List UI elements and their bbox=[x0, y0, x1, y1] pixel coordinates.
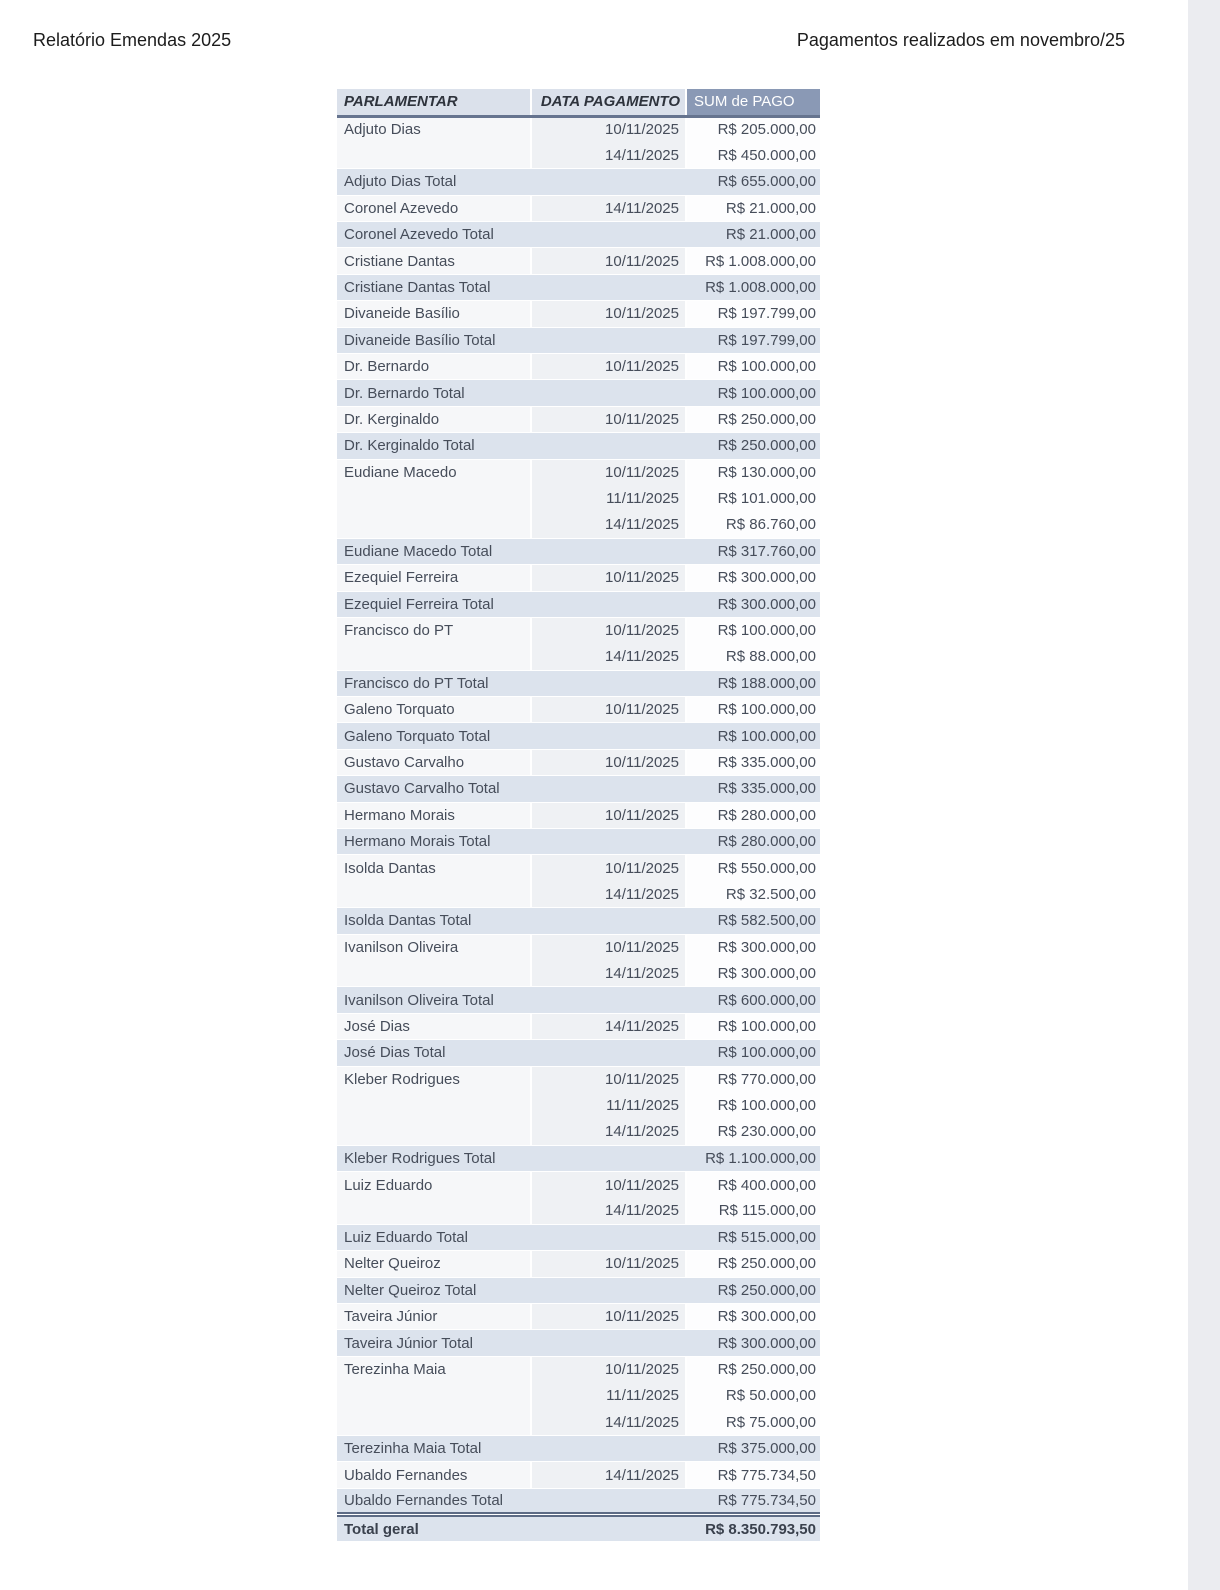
payment-date-cell: 10/11/2025 bbox=[531, 1304, 686, 1330]
payment-amount-cell: R$ 130.000,00 bbox=[686, 459, 820, 485]
group-total-label-cell: Isolda Dantas Total bbox=[337, 908, 531, 934]
payment-date-cell: 14/11/2025 bbox=[531, 142, 686, 168]
parlamentar-cell: Kleber Rodrigues bbox=[337, 1066, 531, 1092]
parlamentar-cell bbox=[337, 1198, 531, 1224]
group-total-amount-cell: R$ 197.799,00 bbox=[686, 327, 820, 353]
payment-date-cell: 10/11/2025 bbox=[531, 1172, 686, 1198]
payment-row bbox=[337, 485, 820, 511]
payment-row bbox=[337, 881, 820, 907]
group-total-row bbox=[337, 1040, 820, 1066]
payment-amount-cell: R$ 75.000,00 bbox=[686, 1409, 820, 1435]
group-total-amount-cell: R$ 515.000,00 bbox=[686, 1224, 820, 1250]
group-total-spacer-cell bbox=[531, 1488, 686, 1514]
payment-amount-cell: R$ 300.000,00 bbox=[686, 934, 820, 960]
parlamentar-cell bbox=[337, 1409, 531, 1435]
payment-date-cell: 14/11/2025 bbox=[531, 1462, 686, 1488]
payment-row bbox=[337, 1172, 820, 1198]
payment-amount-cell: R$ 250.000,00 bbox=[686, 1251, 820, 1277]
payment-amount-cell: R$ 1.008.000,00 bbox=[686, 248, 820, 274]
group-total-label-cell: Ubaldo Fernandes Total bbox=[337, 1488, 531, 1514]
group-total-row bbox=[337, 987, 820, 1013]
payment-amount-cell: R$ 280.000,00 bbox=[686, 802, 820, 828]
group-total-row bbox=[337, 591, 820, 617]
group-total-label-cell: Coronel Azevedo Total bbox=[337, 222, 531, 248]
payment-date-cell: 10/11/2025 bbox=[531, 934, 686, 960]
group-total-spacer-cell bbox=[531, 1040, 686, 1066]
group-total-label-cell: Dr. Bernardo Total bbox=[337, 380, 531, 406]
parlamentar-cell: Gustavo Carvalho bbox=[337, 749, 531, 775]
group-total-label-cell: Ezequiel Ferreira Total bbox=[337, 591, 531, 617]
payment-row bbox=[337, 934, 820, 960]
report-title: Relatório Emendas 2025 bbox=[33, 30, 232, 50]
payment-date-cell: 10/11/2025 bbox=[531, 1251, 686, 1277]
pivot-table bbox=[337, 89, 820, 1541]
payment-amount-cell: R$ 50.000,00 bbox=[686, 1383, 820, 1409]
group-total-row bbox=[337, 222, 820, 248]
payment-date-cell: 10/11/2025 bbox=[531, 617, 686, 643]
group-total-row bbox=[337, 1224, 820, 1250]
parlamentar-cell bbox=[337, 485, 531, 511]
parlamentar-cell: Luiz Eduardo bbox=[337, 1172, 531, 1198]
group-total-amount-cell: R$ 100.000,00 bbox=[686, 723, 820, 749]
group-total-spacer-cell bbox=[531, 591, 686, 617]
group-total-spacer-cell bbox=[531, 380, 686, 406]
payment-date-cell: 10/11/2025 bbox=[531, 301, 686, 327]
payment-amount-cell: R$ 101.000,00 bbox=[686, 485, 820, 511]
payment-date-cell: 10/11/2025 bbox=[531, 354, 686, 380]
group-total-label-cell: Galeno Torquato Total bbox=[337, 723, 531, 749]
payment-row bbox=[337, 406, 820, 432]
payment-date-cell: 11/11/2025 bbox=[531, 1383, 686, 1409]
payment-date-cell: 10/11/2025 bbox=[531, 697, 686, 723]
payment-date-cell: 14/11/2025 bbox=[531, 961, 686, 987]
parlamentar-cell: Dr. Bernardo bbox=[337, 354, 531, 380]
parlamentar-cell bbox=[337, 512, 531, 538]
group-total-row bbox=[337, 1488, 820, 1514]
payment-row bbox=[337, 617, 820, 643]
payment-row bbox=[337, 749, 820, 775]
payment-date-cell: 14/11/2025 bbox=[531, 1198, 686, 1224]
parlamentar-cell: Ivanilson Oliveira bbox=[337, 934, 531, 960]
payment-row bbox=[337, 697, 820, 723]
group-total-amount-cell: R$ 1.100.000,00 bbox=[686, 1145, 820, 1171]
payment-row bbox=[337, 116, 820, 142]
payment-amount-cell: R$ 550.000,00 bbox=[686, 855, 820, 881]
group-total-spacer-cell bbox=[531, 987, 686, 1013]
group-total-row bbox=[337, 380, 820, 406]
payment-row bbox=[337, 248, 820, 274]
payment-date-cell: 10/11/2025 bbox=[531, 1066, 686, 1092]
column-header-parlamentar: PARLAMENTAR bbox=[337, 89, 531, 116]
payment-amount-cell: R$ 32.500,00 bbox=[686, 881, 820, 907]
payment-date-cell: 14/11/2025 bbox=[531, 644, 686, 670]
payment-row bbox=[337, 459, 820, 485]
group-total-amount-cell: R$ 1.008.000,00 bbox=[686, 274, 820, 300]
payment-row bbox=[337, 512, 820, 538]
payment-amount-cell: R$ 115.000,00 bbox=[686, 1198, 820, 1224]
payment-amount-cell: R$ 775.734,50 bbox=[686, 1462, 820, 1488]
group-total-amount-cell: R$ 250.000,00 bbox=[686, 1277, 820, 1303]
grand-total-row bbox=[337, 1515, 820, 1541]
group-total-label-cell: Terezinha Maia Total bbox=[337, 1436, 531, 1462]
payment-row bbox=[337, 1119, 820, 1145]
payment-amount-cell: R$ 770.000,00 bbox=[686, 1066, 820, 1092]
group-total-spacer-cell bbox=[531, 1145, 686, 1171]
payment-amount-cell: R$ 300.000,00 bbox=[686, 961, 820, 987]
payment-amount-cell: R$ 450.000,00 bbox=[686, 142, 820, 168]
payment-date-cell: 11/11/2025 bbox=[531, 485, 686, 511]
payment-amount-cell: R$ 100.000,00 bbox=[686, 1013, 820, 1039]
group-total-label-cell: Nelter Queiroz Total bbox=[337, 1277, 531, 1303]
group-total-amount-cell: R$ 600.000,00 bbox=[686, 987, 820, 1013]
group-total-row bbox=[337, 908, 820, 934]
right-gutter bbox=[1188, 0, 1220, 1590]
parlamentar-cell bbox=[337, 881, 531, 907]
parlamentar-cell: Adjuto Dias bbox=[337, 116, 531, 142]
group-total-amount-cell: R$ 582.500,00 bbox=[686, 908, 820, 934]
payment-amount-cell: R$ 230.000,00 bbox=[686, 1119, 820, 1145]
payment-date-cell: 10/11/2025 bbox=[531, 406, 686, 432]
parlamentar-cell bbox=[337, 1092, 531, 1118]
payment-amount-cell: R$ 250.000,00 bbox=[686, 406, 820, 432]
payment-date-cell: 10/11/2025 bbox=[531, 1356, 686, 1382]
group-total-spacer-cell bbox=[531, 1277, 686, 1303]
parlamentar-cell bbox=[337, 142, 531, 168]
payment-amount-cell: R$ 100.000,00 bbox=[686, 617, 820, 643]
group-total-amount-cell: R$ 250.000,00 bbox=[686, 433, 820, 459]
payment-date-cell: 11/11/2025 bbox=[531, 1092, 686, 1118]
payment-date-cell: 14/11/2025 bbox=[531, 512, 686, 538]
payment-date-cell: 14/11/2025 bbox=[531, 881, 686, 907]
parlamentar-cell: Eudiane Macedo bbox=[337, 459, 531, 485]
group-total-spacer-cell bbox=[531, 1436, 686, 1462]
group-total-row bbox=[337, 829, 820, 855]
payment-date-cell: 14/11/2025 bbox=[531, 1013, 686, 1039]
payment-date-cell: 10/11/2025 bbox=[531, 802, 686, 828]
grand-total-spacer-cell bbox=[531, 1515, 686, 1541]
payment-amount-cell: R$ 205.000,00 bbox=[686, 116, 820, 142]
group-total-spacer-cell bbox=[531, 433, 686, 459]
report-subtitle: Pagamentos realizados em novembro/25 bbox=[796, 30, 1125, 50]
parlamentar-cell: Divaneide Basílio bbox=[337, 301, 531, 327]
group-total-amount-cell: R$ 300.000,00 bbox=[686, 1330, 820, 1356]
payment-row bbox=[337, 565, 820, 591]
parlamentar-cell: Cristiane Dantas bbox=[337, 248, 531, 274]
group-total-amount-cell: R$ 188.000,00 bbox=[686, 670, 820, 696]
parlamentar-cell: Dr. Kerginaldo bbox=[337, 406, 531, 432]
group-total-label-cell: Taveira Júnior Total bbox=[337, 1330, 531, 1356]
group-total-amount-cell: R$ 280.000,00 bbox=[686, 829, 820, 855]
payment-row bbox=[337, 1198, 820, 1224]
payment-row bbox=[337, 1251, 820, 1277]
group-total-label-cell: José Dias Total bbox=[337, 1040, 531, 1066]
group-total-row bbox=[337, 1330, 820, 1356]
group-total-amount-cell: R$ 317.760,00 bbox=[686, 538, 820, 564]
payment-amount-cell: R$ 400.000,00 bbox=[686, 1172, 820, 1198]
group-total-row bbox=[337, 169, 820, 195]
group-total-spacer-cell bbox=[531, 1330, 686, 1356]
group-total-row bbox=[337, 433, 820, 459]
group-total-spacer-cell bbox=[531, 776, 686, 802]
parlamentar-cell: Ubaldo Fernandes bbox=[337, 1462, 531, 1488]
column-header-sum-de-pago: SUM de PAGO bbox=[686, 89, 820, 116]
group-total-row bbox=[337, 327, 820, 353]
payment-amount-cell: R$ 100.000,00 bbox=[686, 354, 820, 380]
payment-date-cell: 14/11/2025 bbox=[531, 195, 686, 221]
group-total-row bbox=[337, 1436, 820, 1462]
group-total-label-cell: Luiz Eduardo Total bbox=[337, 1224, 531, 1250]
group-total-spacer-cell bbox=[531, 222, 686, 248]
payment-date-cell: 10/11/2025 bbox=[531, 565, 686, 591]
payment-row bbox=[337, 1092, 820, 1118]
parlamentar-cell: Terezinha Maia bbox=[337, 1356, 531, 1382]
group-total-amount-cell: R$ 21.000,00 bbox=[686, 222, 820, 248]
payment-amount-cell: R$ 88.000,00 bbox=[686, 644, 820, 670]
parlamentar-cell: Hermano Morais bbox=[337, 802, 531, 828]
group-total-row bbox=[337, 670, 820, 696]
parlamentar-cell: Galeno Torquato bbox=[337, 697, 531, 723]
grand-total-label-cell: Total geral bbox=[337, 1515, 531, 1541]
payment-row bbox=[337, 644, 820, 670]
payment-date-cell: 10/11/2025 bbox=[531, 749, 686, 775]
payment-date-cell: 14/11/2025 bbox=[531, 1409, 686, 1435]
parlamentar-cell bbox=[337, 644, 531, 670]
payment-row bbox=[337, 142, 820, 168]
group-total-amount-cell: R$ 300.000,00 bbox=[686, 591, 820, 617]
group-total-spacer-cell bbox=[531, 723, 686, 749]
payment-row bbox=[337, 195, 820, 221]
payment-row bbox=[337, 1409, 820, 1435]
group-total-row bbox=[337, 723, 820, 749]
group-total-spacer-cell bbox=[531, 829, 686, 855]
parlamentar-cell: Taveira Júnior bbox=[337, 1304, 531, 1330]
group-total-label-cell: Francisco do PT Total bbox=[337, 670, 531, 696]
payment-date-cell: 10/11/2025 bbox=[531, 248, 686, 274]
group-total-row bbox=[337, 776, 820, 802]
group-total-label-cell: Adjuto Dias Total bbox=[337, 169, 531, 195]
column-header-data-pagamento: DATA PAGAMENTO bbox=[531, 89, 686, 116]
group-total-label-cell: Dr. Kerginaldo Total bbox=[337, 433, 531, 459]
parlamentar-cell bbox=[337, 1119, 531, 1145]
group-total-label-cell: Divaneide Basílio Total bbox=[337, 327, 531, 353]
payment-row bbox=[337, 354, 820, 380]
group-total-row bbox=[337, 1277, 820, 1303]
payment-amount-cell: R$ 86.760,00 bbox=[686, 512, 820, 538]
parlamentar-cell: José Dias bbox=[337, 1013, 531, 1039]
group-total-spacer-cell bbox=[531, 1224, 686, 1250]
payment-amount-cell: R$ 100.000,00 bbox=[686, 697, 820, 723]
parlamentar-cell: Ezequiel Ferreira bbox=[337, 565, 531, 591]
parlamentar-cell: Francisco do PT bbox=[337, 617, 531, 643]
parlamentar-cell: Coronel Azevedo bbox=[337, 195, 531, 221]
group-total-label-cell: Gustavo Carvalho Total bbox=[337, 776, 531, 802]
group-total-spacer-cell bbox=[531, 169, 686, 195]
payment-date-cell: 10/11/2025 bbox=[531, 855, 686, 881]
group-total-spacer-cell bbox=[531, 327, 686, 353]
group-total-label-cell: Hermano Morais Total bbox=[337, 829, 531, 855]
header-row bbox=[337, 89, 820, 116]
group-total-amount-cell: R$ 775.734,50 bbox=[686, 1488, 820, 1514]
payment-date-cell: 10/11/2025 bbox=[531, 116, 686, 142]
payment-row bbox=[337, 1066, 820, 1092]
group-total-amount-cell: R$ 100.000,00 bbox=[686, 1040, 820, 1066]
group-total-amount-cell: R$ 375.000,00 bbox=[686, 1436, 820, 1462]
group-total-row bbox=[337, 1145, 820, 1171]
group-total-spacer-cell bbox=[531, 908, 686, 934]
payment-amount-cell: R$ 197.799,00 bbox=[686, 301, 820, 327]
pivot-table-header bbox=[337, 89, 820, 116]
group-total-amount-cell: R$ 335.000,00 bbox=[686, 776, 820, 802]
group-total-spacer-cell bbox=[531, 538, 686, 564]
payment-row bbox=[337, 1383, 820, 1409]
payment-date-cell: 14/11/2025 bbox=[531, 1119, 686, 1145]
payment-amount-cell: R$ 21.000,00 bbox=[686, 195, 820, 221]
payment-amount-cell: R$ 300.000,00 bbox=[686, 1304, 820, 1330]
group-total-row bbox=[337, 538, 820, 564]
group-total-label-cell: Eudiane Macedo Total bbox=[337, 538, 531, 564]
payment-date-cell: 10/11/2025 bbox=[531, 459, 686, 485]
group-total-amount-cell: R$ 100.000,00 bbox=[686, 380, 820, 406]
payment-row bbox=[337, 1304, 820, 1330]
payment-row bbox=[337, 1013, 820, 1039]
group-total-label-cell: Cristiane Dantas Total bbox=[337, 274, 531, 300]
parlamentar-cell bbox=[337, 1383, 531, 1409]
group-total-amount-cell: R$ 655.000,00 bbox=[686, 169, 820, 195]
parlamentar-cell: Nelter Queiroz bbox=[337, 1251, 531, 1277]
pivot-table-body bbox=[337, 116, 820, 1541]
payment-amount-cell: R$ 250.000,00 bbox=[686, 1356, 820, 1382]
payment-row bbox=[337, 802, 820, 828]
group-total-label-cell: Ivanilson Oliveira Total bbox=[337, 987, 531, 1013]
payment-row bbox=[337, 1462, 820, 1488]
grand-total-amount-cell: R$ 8.350.793,50 bbox=[686, 1515, 820, 1541]
parlamentar-cell: Isolda Dantas bbox=[337, 855, 531, 881]
payment-row bbox=[337, 961, 820, 987]
parlamentar-cell bbox=[337, 961, 531, 987]
payment-row bbox=[337, 855, 820, 881]
group-total-label-cell: Kleber Rodrigues Total bbox=[337, 1145, 531, 1171]
payment-row bbox=[337, 301, 820, 327]
group-total-spacer-cell bbox=[531, 670, 686, 696]
group-total-spacer-cell bbox=[531, 274, 686, 300]
payment-row bbox=[337, 1356, 820, 1382]
group-total-row bbox=[337, 274, 820, 300]
payment-amount-cell: R$ 335.000,00 bbox=[686, 749, 820, 775]
payment-amount-cell: R$ 300.000,00 bbox=[686, 565, 820, 591]
payment-amount-cell: R$ 100.000,00 bbox=[686, 1092, 820, 1118]
